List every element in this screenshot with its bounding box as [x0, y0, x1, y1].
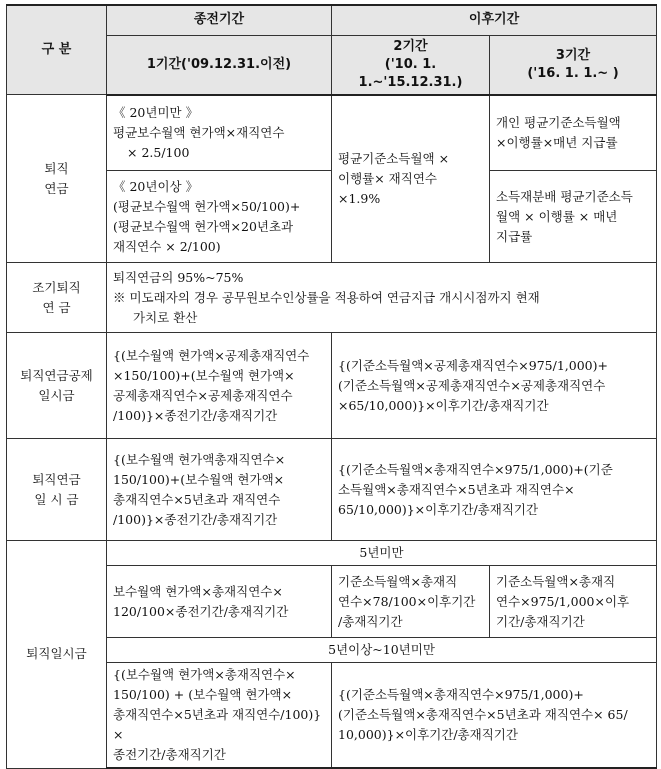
- row-label-retirement-lump: 퇴직일시금: [7, 541, 107, 769]
- pension-period1-over20: 《 20년이상 》 (평균보수월액 현가액×50/100)+ (평균보수월액 현가액×20년초과 재직연수 × 2/100): [107, 171, 332, 263]
- pension-lump-after: {(기준소득월액×총재직연수×975/1,000)+(기준 소득월액×총재직연수×5년초과 재직연수× 65/10,000)}×이후기간/총재직기간: [332, 439, 657, 541]
- retirement-lump-under5-period2: 기준소득월액×총재직 연수×78/100×이후기간 /총재직기간: [332, 566, 490, 638]
- retirement-lump-over5-after: {(기준소득월액×총재직연수×975/1,000)+ (기준소득월액×총재직연수×5년초과 재직연수× 65/ 10,000)}×이후기간/총재직기간: [332, 663, 657, 769]
- deduction-lump-previous: {(보수월액 현가액×공제총재직연수 ×150/100)+(보수월액 현가액× 공제총재직연수×공제총재직연수 /100)}×종전기간/총재직기간: [107, 333, 332, 439]
- retirement-lump-over5-previous: {(보수월액 현가액×총재직연수× 150/100) + (보수월액 현가액× 총재직연수×5년초과 재직연수/100)}× 종전기간/총재직기간: [107, 663, 332, 769]
- retirement-lump-under5-title: 5년미만: [107, 541, 657, 566]
- pension-period2: 평균기준소득월액 × 이행률× 재직연수 ×1.9%: [332, 95, 490, 263]
- row-label-pension-lump: 퇴직연금 일 시 금: [7, 439, 107, 541]
- pension-period1-under20: 《 20년미만 》 평균보수월액 현가액×재직연수 × 2.5/100: [107, 95, 332, 171]
- row-label-early-pension: 조기퇴직 연 금: [7, 263, 107, 333]
- retirement-lump-under5-period3: 기준소득월액×총재직 연수×975/1,000×이후 기간/총재직기간: [490, 566, 657, 638]
- row-label-deduction-lump: 퇴직연금공제 일시금: [7, 333, 107, 439]
- deduction-lump-after: {(기준소득월액×공제총재직연수×975/1,000)+ (기준소득월액×공제총재직연수×공제총재직연수 ×65/10,000)}×이후기간/총재직기간: [332, 333, 657, 439]
- retirement-lump-under5-period1: 보수월액 현가액×총재직연수× 120/100×종전기간/총재직기간: [107, 566, 332, 638]
- pension-period3-redistribution: 소득재분배 평균기준소득 월액 × 이행률 × 매년 지급률: [490, 171, 657, 263]
- header-category: 구 분: [7, 5, 107, 95]
- header-period1: 1기간('09.12.31.이전): [107, 35, 332, 95]
- pension-comparison-table: [6, 4, 657, 769]
- early-pension-content: 퇴직연금의 95%~75% ※ 미도래자의 경우 공무원보수인상률을 적용하여 연금지급 개시시점까지 현재 가치로 환산: [107, 263, 657, 333]
- header-previous-period: 종전기간: [107, 5, 332, 35]
- retirement-lump-over5-title: 5년이상~10년미만: [107, 638, 657, 663]
- row-label-pension: 퇴직 연금: [7, 95, 107, 263]
- header-after-period: 이후기간: [332, 5, 657, 35]
- pension-lump-previous: {(보수월액 현가액총재직연수× 150/100)+(보수월액 현가액× 총재직연수×5년초과 재직연수 /100)}×종전기간/총재직기간: [107, 439, 332, 541]
- pension-period3-personal: 개인 평균기준소득월액 ×이행률×매년 지급률: [490, 95, 657, 171]
- header-period2: 2기간 ('10. 1. 1.~'15.12.31.): [332, 35, 490, 95]
- header-period3: 3기간 ('16. 1. 1.~ ): [490, 35, 657, 95]
